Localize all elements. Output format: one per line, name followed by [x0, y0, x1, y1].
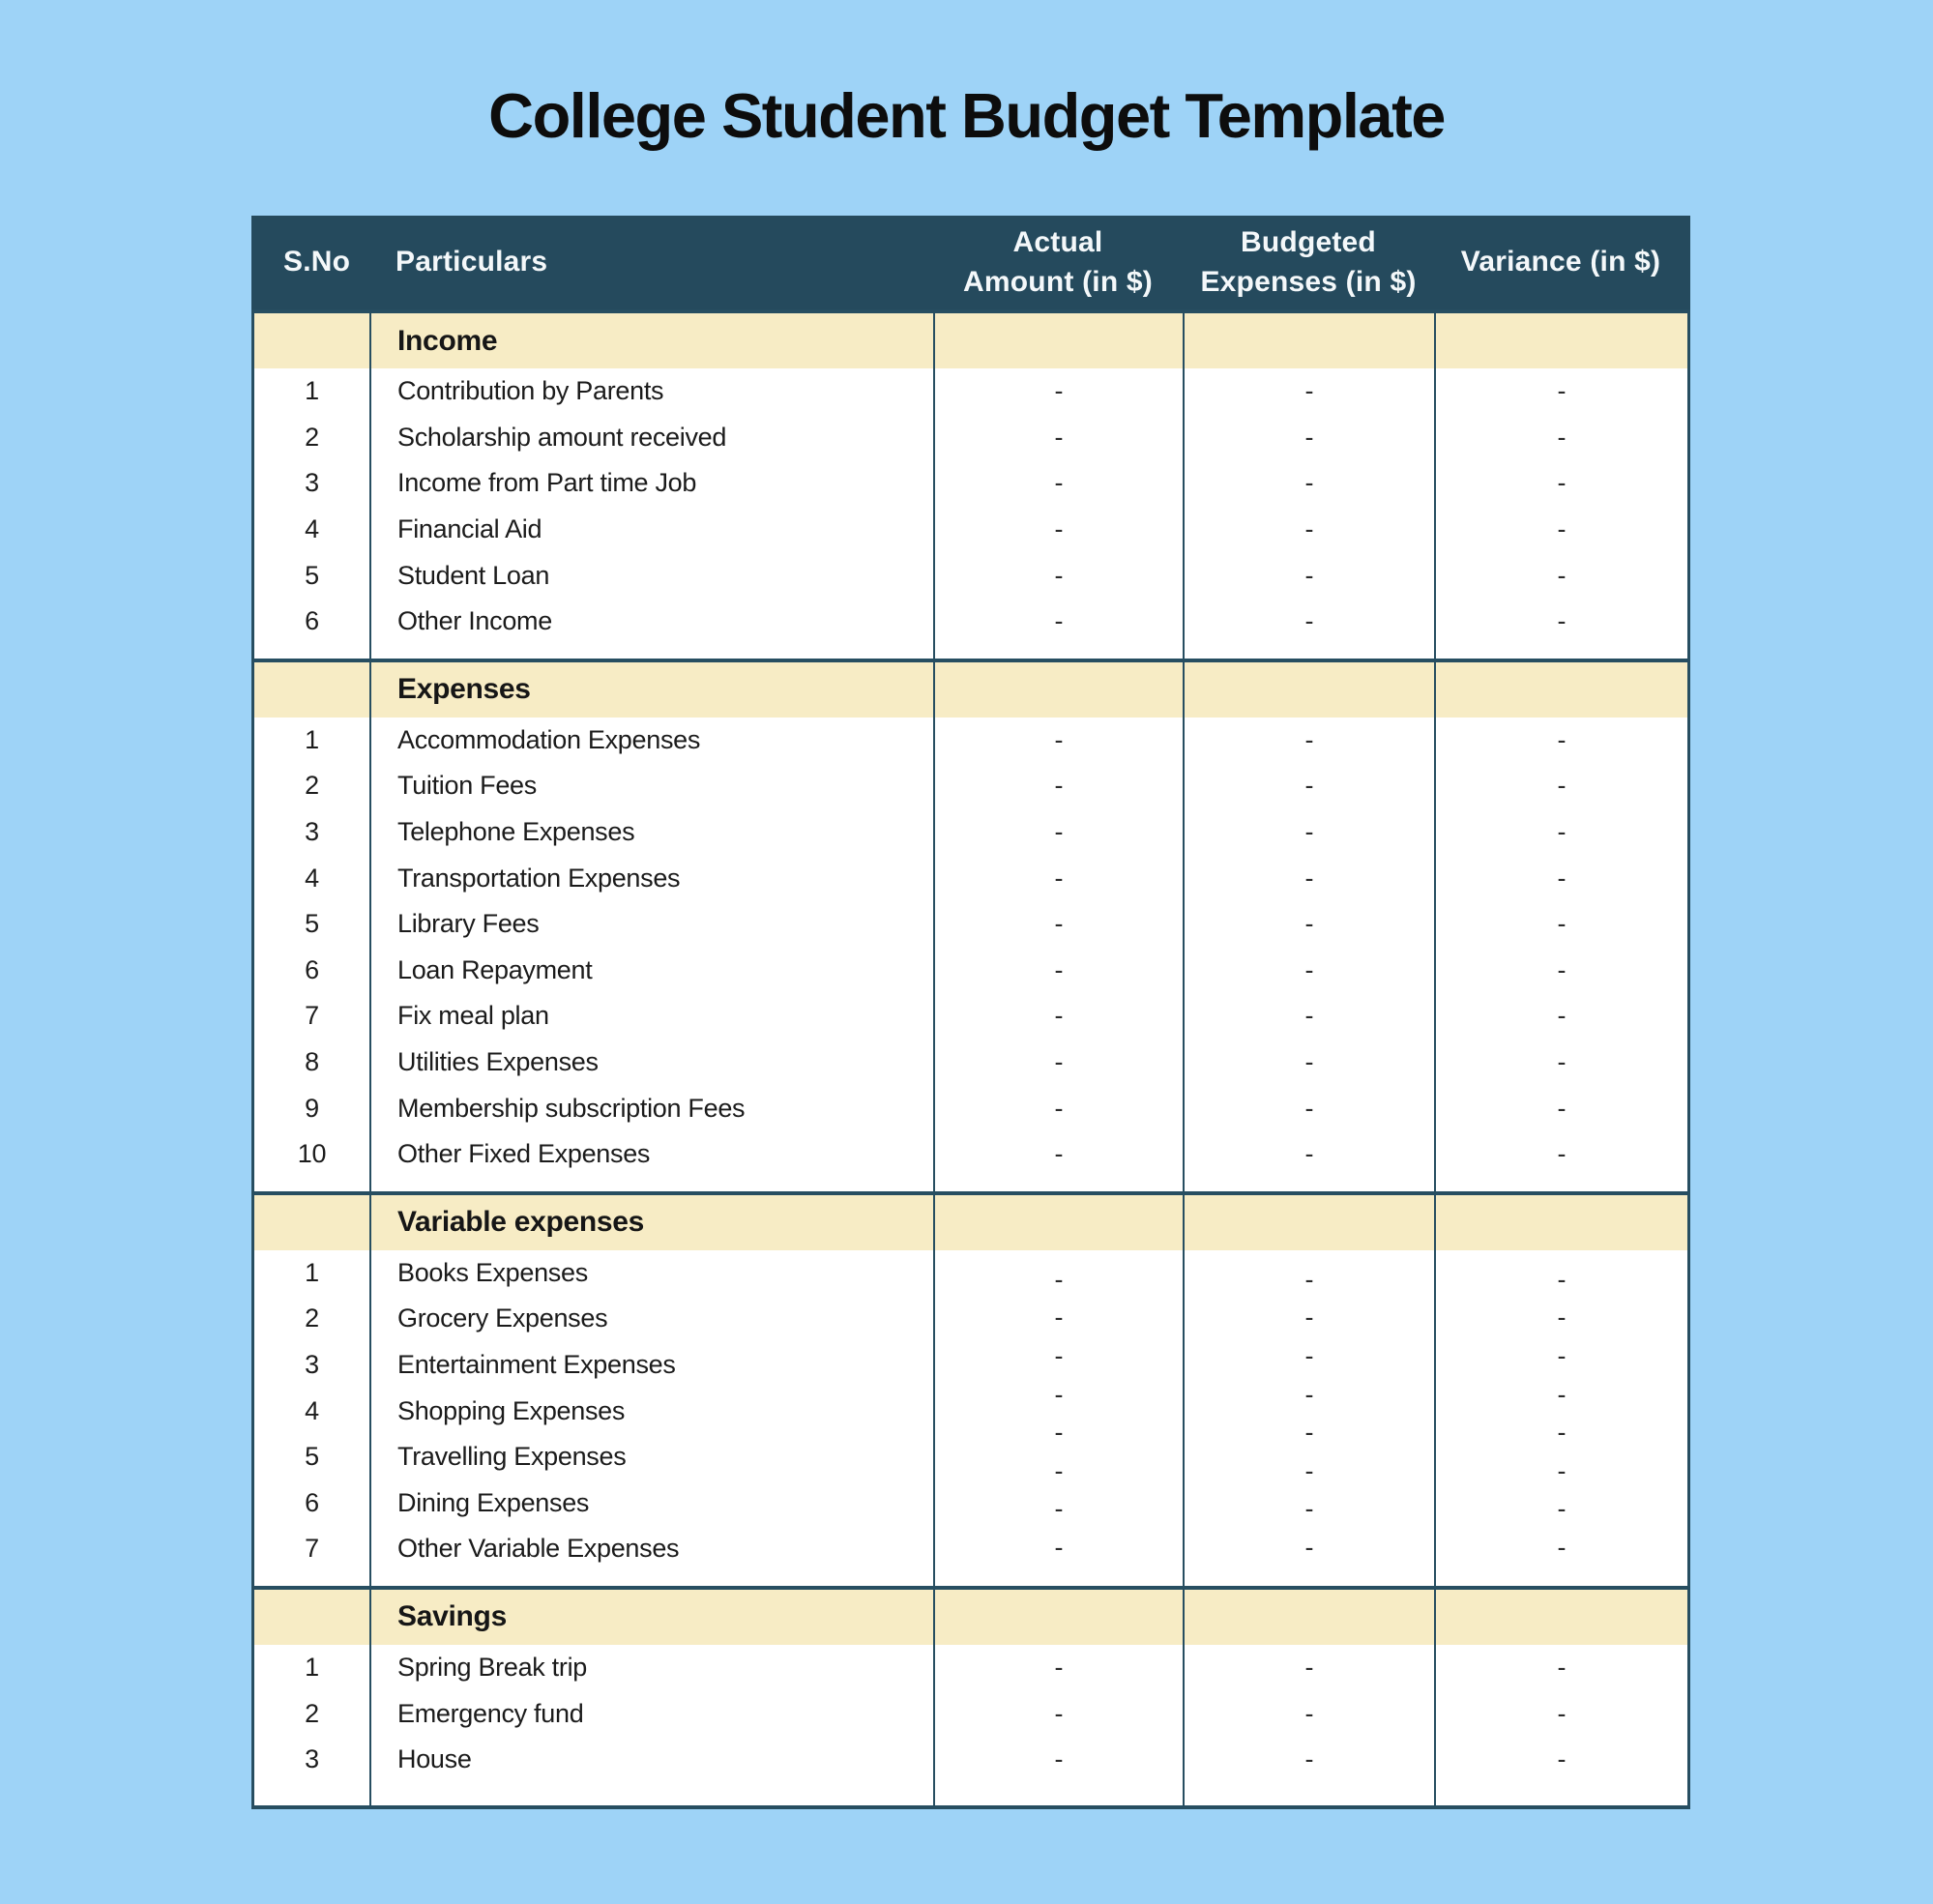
- cell-value: -: [1304, 771, 1314, 801]
- section-header-spacer: [254, 313, 369, 368]
- cell-value: -: [1557, 1532, 1567, 1562]
- cell-value: -: [1557, 1093, 1567, 1123]
- row-number: 5: [305, 560, 319, 590]
- section-body: [254, 1645, 1687, 1806]
- cell-value: -: [1054, 1001, 1064, 1031]
- cell-value: -: [1557, 1001, 1567, 1031]
- particulars-column: [369, 718, 933, 1191]
- section-header-spacer: [1183, 1590, 1434, 1645]
- section-body: [254, 368, 1687, 659]
- row-label: Travelling Expenses: [397, 1442, 627, 1472]
- section-body: [254, 1250, 1687, 1586]
- cell-value: -: [1557, 1698, 1567, 1728]
- cell-value: -: [1054, 1379, 1064, 1409]
- cell-value: -: [1304, 1139, 1314, 1169]
- cell-value: -: [1304, 606, 1314, 636]
- cell-value: -: [1557, 1744, 1567, 1774]
- cell-value: -: [1054, 606, 1064, 636]
- row-label: Accommodation Expenses: [397, 724, 701, 754]
- row-label: Grocery Expenses: [397, 1304, 608, 1333]
- row-label: Entertainment Expenses: [397, 1349, 676, 1379]
- cell-value: -: [1054, 468, 1064, 498]
- column-header-sno: S.No: [283, 246, 351, 278]
- section-header-spacer: [933, 1195, 1183, 1250]
- cell-value: -: [1054, 724, 1064, 754]
- cell-value: -: [1304, 1494, 1314, 1524]
- section-title: Income: [397, 324, 498, 357]
- section-header-spacer: [1183, 313, 1434, 368]
- table-sections: [254, 309, 1687, 1805]
- cell-value: -: [1304, 1455, 1314, 1485]
- variance-column: [1434, 718, 1687, 1191]
- section-header-spacer: [254, 1590, 369, 1645]
- cell-value: -: [1557, 817, 1567, 847]
- row-label: Fix meal plan: [397, 1001, 549, 1031]
- column-header-particulars: Particulars: [395, 246, 548, 278]
- row-number: 1: [305, 724, 319, 754]
- section-header-spacer: [1434, 1195, 1687, 1250]
- cell-value: -: [1054, 1418, 1064, 1448]
- cell-value: -: [1304, 1744, 1314, 1774]
- section-header-spacer: [1434, 313, 1687, 368]
- row-label: Loan Repayment: [397, 954, 593, 984]
- cell-value: -: [1304, 514, 1314, 544]
- cell-value: -: [1557, 1494, 1567, 1524]
- cell-value: -: [1304, 1652, 1314, 1682]
- page-title: College Student Budget Template: [488, 80, 1445, 151]
- cell-value: -: [1557, 954, 1567, 984]
- cell-value: -: [1054, 1455, 1064, 1485]
- cell-value: -: [1054, 771, 1064, 801]
- cell-value: -: [1557, 560, 1567, 590]
- actual-column: [933, 1250, 1183, 1586]
- section-header-spacer: [1434, 1590, 1687, 1645]
- cell-value: -: [1304, 1418, 1314, 1448]
- particulars-column: [369, 368, 933, 659]
- section-header-row: [254, 309, 1687, 368]
- column-header-budgeted-expenses: [1183, 223, 1434, 302]
- cell-value: -: [1304, 1379, 1314, 1409]
- row-label: Tuition Fees: [397, 771, 537, 801]
- cell-value: -: [1557, 1139, 1567, 1169]
- cell-value: -: [1304, 1303, 1314, 1333]
- row-label: Transportation Expenses: [397, 863, 681, 893]
- variance-column: [1434, 368, 1687, 659]
- cell-value: -: [1304, 422, 1314, 452]
- cell-value: -: [1557, 1340, 1567, 1370]
- row-number: 6: [305, 1487, 319, 1517]
- row-label: Telephone Expenses: [397, 817, 635, 847]
- section-header-spacer: [1183, 1195, 1434, 1250]
- cell-value: -: [1304, 817, 1314, 847]
- row-label: Scholarship amount received: [397, 422, 727, 452]
- cell-value: -: [1304, 863, 1314, 893]
- cell-value: -: [1304, 1093, 1314, 1123]
- row-label: Library Fees: [397, 909, 540, 939]
- cell-value: -: [1557, 1379, 1567, 1409]
- cell-value: -: [1557, 863, 1567, 893]
- cell-value: -: [1304, 1340, 1314, 1370]
- sno-column: [254, 1645, 369, 1806]
- row-label: Spring Break trip: [397, 1652, 587, 1682]
- row-label: House: [397, 1744, 472, 1774]
- cell-value: -: [1054, 1744, 1064, 1774]
- cell-value: -: [1054, 560, 1064, 590]
- row-number: 1: [305, 1257, 319, 1287]
- cell-value: -: [1054, 1264, 1064, 1294]
- cell-value: -: [1557, 1264, 1567, 1294]
- budget-table: [251, 216, 1690, 1809]
- row-number: 6: [305, 954, 319, 984]
- row-number: 9: [305, 1093, 319, 1123]
- row-number: 2: [305, 1698, 319, 1728]
- budgeted-column: [1183, 718, 1434, 1191]
- row-number: 1: [305, 1652, 319, 1682]
- table-header-row: [251, 216, 1690, 309]
- cell-value: -: [1557, 1047, 1567, 1077]
- cell-value: -: [1557, 1418, 1567, 1448]
- cell-value: -: [1054, 1139, 1064, 1169]
- row-number: 7: [305, 1534, 319, 1564]
- row-number: 4: [305, 863, 319, 893]
- cell-value: -: [1304, 1698, 1314, 1728]
- sno-column: [254, 368, 369, 659]
- row-number: 4: [305, 1395, 319, 1425]
- section-header-spacer: [1183, 662, 1434, 718]
- column-header-variance: Variance (in $): [1460, 246, 1661, 278]
- row-label: Other Income: [397, 606, 552, 636]
- cell-value: -: [1054, 514, 1064, 544]
- cell-value: -: [1557, 514, 1567, 544]
- column-header-budgeted-line2: Expenses (in $): [1200, 265, 1417, 298]
- row-number: 8: [305, 1047, 319, 1077]
- section-header-spacer: [933, 1590, 1183, 1645]
- row-number: 4: [305, 514, 319, 544]
- cell-value: -: [1557, 606, 1567, 636]
- column-header-budgeted-line1: Budgeted: [1241, 226, 1376, 258]
- cell-value: -: [1304, 376, 1314, 406]
- section-header-spacer: [1434, 662, 1687, 718]
- row-label: Dining Expenses: [397, 1487, 590, 1517]
- row-label: Other Fixed Expenses: [397, 1139, 651, 1169]
- section-header-row: [254, 1191, 1687, 1250]
- particulars-column: [369, 1645, 933, 1806]
- row-label: Other Variable Expenses: [397, 1534, 680, 1564]
- cell-value: -: [1557, 724, 1567, 754]
- particulars-column: [369, 1250, 933, 1586]
- section-title-cell: [369, 662, 933, 718]
- cell-value: -: [1054, 1340, 1064, 1370]
- cell-value: -: [1304, 560, 1314, 590]
- actual-column: [933, 368, 1183, 659]
- row-number: 10: [297, 1139, 327, 1169]
- row-label: Contribution by Parents: [397, 376, 664, 406]
- section-header-spacer: [254, 1195, 369, 1250]
- cell-value: -: [1054, 376, 1064, 406]
- row-label: Emergency fund: [397, 1698, 584, 1728]
- cell-value: -: [1054, 1047, 1064, 1077]
- sno-column: [254, 1250, 369, 1586]
- cell-value: -: [1304, 954, 1314, 984]
- cell-value: -: [1557, 1455, 1567, 1485]
- section-title: Expenses: [397, 673, 531, 706]
- row-number: 1: [305, 376, 319, 406]
- cell-value: -: [1054, 1698, 1064, 1728]
- cell-value: -: [1054, 863, 1064, 893]
- cell-value: -: [1304, 1532, 1314, 1562]
- row-label: Income from Part time Job: [397, 468, 697, 498]
- section-title-cell: [369, 1195, 933, 1250]
- cell-value: -: [1054, 422, 1064, 452]
- cell-value: -: [1557, 468, 1567, 498]
- row-number: 2: [305, 771, 319, 801]
- cell-value: -: [1054, 1303, 1064, 1333]
- row-label: Membership subscription Fees: [397, 1093, 746, 1123]
- cell-value: -: [1557, 376, 1567, 406]
- row-number: 5: [305, 1442, 319, 1472]
- section-header-row: [254, 659, 1687, 718]
- row-number: 5: [305, 909, 319, 939]
- cell-value: -: [1304, 468, 1314, 498]
- budgeted-column: [1183, 368, 1434, 659]
- actual-column: [933, 1645, 1183, 1806]
- cell-value: -: [1304, 1264, 1314, 1294]
- cell-value: -: [1054, 954, 1064, 984]
- cell-value: -: [1054, 817, 1064, 847]
- cell-value: -: [1557, 771, 1567, 801]
- cell-value: -: [1054, 1652, 1064, 1682]
- section-title: Variable expenses: [397, 1206, 645, 1238]
- variance-column: [1434, 1645, 1687, 1806]
- section-header-spacer: [933, 313, 1183, 368]
- sno-column: [254, 718, 369, 1191]
- cell-value: -: [1557, 422, 1567, 452]
- column-header-actual-line1: Actual: [1012, 226, 1103, 258]
- row-number: 2: [305, 1304, 319, 1333]
- row-label: Shopping Expenses: [397, 1395, 626, 1425]
- cell-value: -: [1054, 1494, 1064, 1524]
- cell-value: -: [1304, 1001, 1314, 1031]
- section-header-row: [254, 1586, 1687, 1645]
- cell-value: -: [1054, 1532, 1064, 1562]
- actual-column: [933, 718, 1183, 1191]
- variance-column: [1434, 1250, 1687, 1586]
- cell-value: -: [1557, 909, 1567, 939]
- cell-value: -: [1304, 909, 1314, 939]
- row-number: 3: [305, 468, 319, 498]
- section-body: [254, 718, 1687, 1191]
- row-label: Utilities Expenses: [397, 1047, 599, 1077]
- cell-value: -: [1054, 909, 1064, 939]
- section-title-cell: [369, 313, 933, 368]
- section-title: Savings: [397, 1600, 507, 1633]
- row-number: 2: [305, 422, 319, 452]
- row-label: Financial Aid: [397, 514, 542, 544]
- column-header-actual-line2: Amount (in $): [963, 265, 1153, 298]
- cell-value: -: [1557, 1652, 1567, 1682]
- budgeted-column: [1183, 1250, 1434, 1586]
- cell-value: -: [1304, 724, 1314, 754]
- row-label: Books Expenses: [397, 1257, 588, 1287]
- cell-value: -: [1054, 1093, 1064, 1123]
- row-number: 3: [305, 817, 319, 847]
- row-number: 6: [305, 606, 319, 636]
- row-number: 3: [305, 1349, 319, 1379]
- cell-value: -: [1304, 1047, 1314, 1077]
- row-label: Student Loan: [397, 560, 550, 590]
- section-header-spacer: [933, 662, 1183, 718]
- row-number: 7: [305, 1001, 319, 1031]
- column-header-actual-amount: [933, 223, 1183, 302]
- section-title-cell: [369, 1590, 933, 1645]
- cell-value: -: [1557, 1303, 1567, 1333]
- row-number: 3: [305, 1744, 319, 1774]
- budgeted-column: [1183, 1645, 1434, 1806]
- section-header-spacer: [254, 662, 369, 718]
